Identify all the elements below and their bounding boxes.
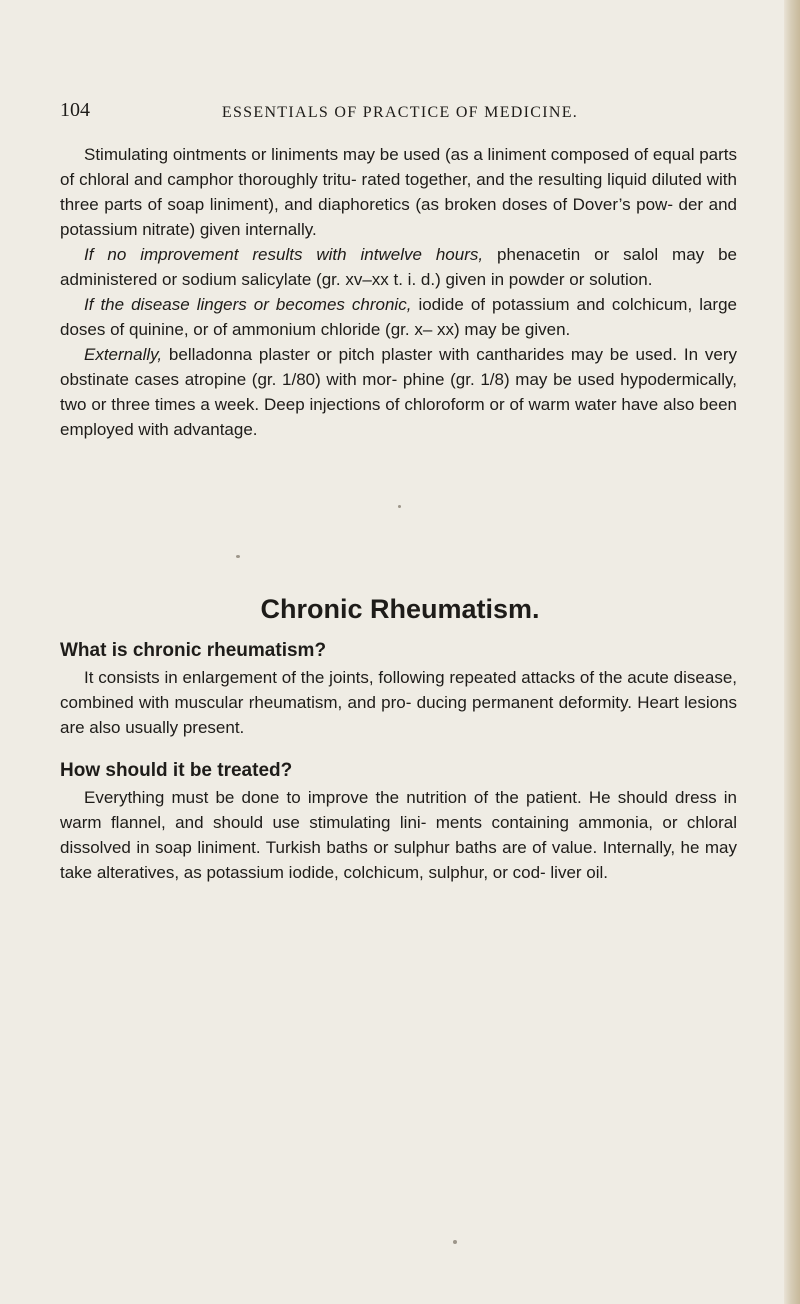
treatment-text-block xyxy=(60,142,737,442)
answer-what-is-block xyxy=(60,665,737,740)
paragraph-externally xyxy=(60,342,737,442)
print-speck xyxy=(453,1240,457,1244)
lead-no-improvement: If no improvement results with intwelve hours, xyxy=(84,245,484,264)
section-heading: Chronic Rheumatism. xyxy=(260,594,540,624)
answer-how-treated: Everything must be done to improve the nutrition of the patient. He should dress in warm flannel, and should use stimulating lini- ments containing ammonia, or chloral dissolved in soap liniment. Turkish baths or sulphur baths are of value. Internally, he may take alteratives, as potassium iodide, colchicum, sulphur, or cod- liver oil. xyxy=(60,788,737,882)
paragraph-chronic xyxy=(60,292,737,342)
page-number: 104 xyxy=(60,99,90,121)
text-externally: belladonna plaster or pitch plaster with cantharides may be used. In very obstinate cases atropine (gr. 1/80) with mor- phine (gr. 1/8) may be used hypodermically, two or three times a week. Deep injections of chloroform or of warm water have also been employed with advantage. xyxy=(60,345,737,439)
answer-how-treated-block xyxy=(60,785,737,885)
print-speck xyxy=(398,505,401,508)
page-edge xyxy=(784,0,800,1304)
question-what-is: What is chronic rheumatism? xyxy=(60,640,327,661)
question-how-treated: How should it be treated? xyxy=(60,760,293,781)
text-no-improvement: phenacetin or salol may be administered or sodium salicylate (gr. xv–xx t. i. d.) given in powder or solution. xyxy=(60,245,737,289)
lead-chronic: If the disease lingers or becomes chronic, xyxy=(84,295,412,314)
answer-what-is: It consists in enlargement of the joints, following repeated attacks of the acute disease, combined with muscular rheumatism, and pro- ducing permanent deformity. Heart lesions are also usually present. xyxy=(60,668,737,737)
paragraph-no-improvement xyxy=(60,242,737,292)
running-title: ESSENTIALS OF PRACTICE OF MEDICINE. xyxy=(221,104,579,121)
paragraph-ointments: Stimulating ointments or liniments may be used (as a liniment composed of equal parts of chloral and camphor thoroughly tritu- rated together, and the resulting liquid diluted with three parts of soap liniment), and diaphoretics (as broken doses of Dover’s pow- der and potassium nitrate) given internally. xyxy=(60,145,737,239)
lead-externally: Externally, xyxy=(84,345,163,364)
print-speck xyxy=(236,555,240,558)
text-chronic: iodide of potassium and colchicum, large doses of quinine, or of ammonium chloride (gr. x– xx) may be given. xyxy=(60,295,737,339)
